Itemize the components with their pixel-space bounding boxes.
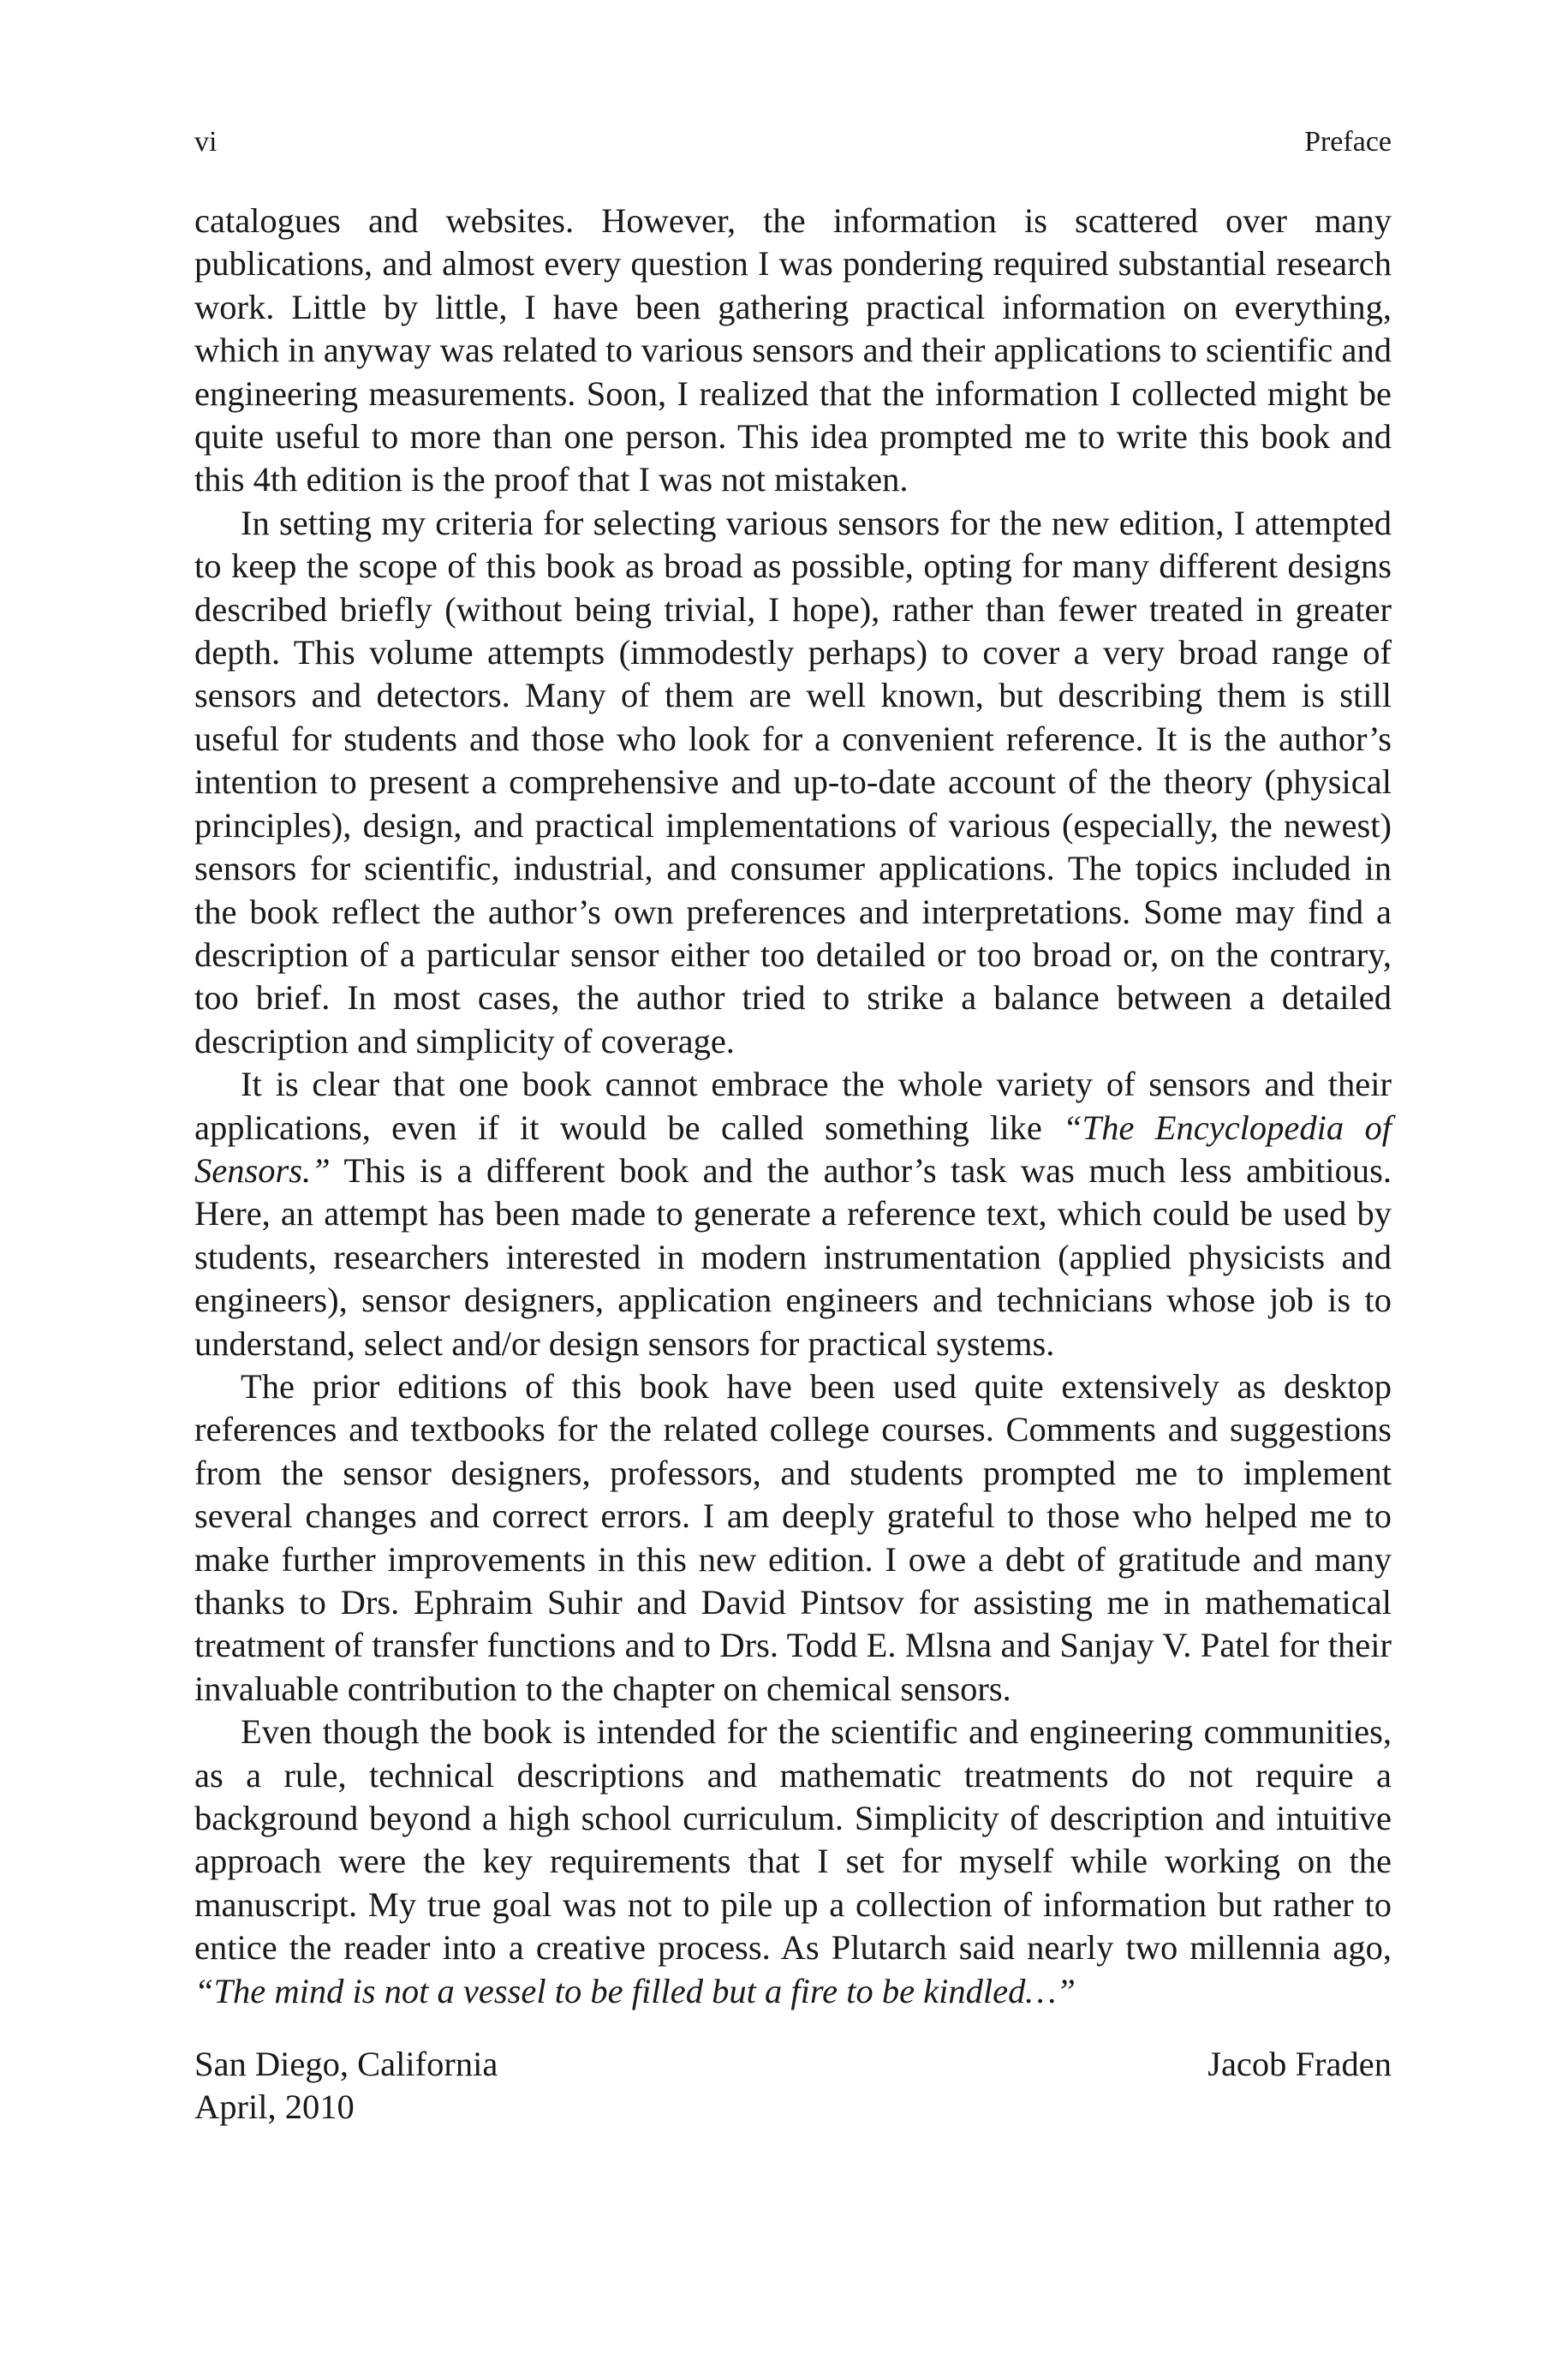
- paragraph-text: Even though the book is intended for the scientific and engineering communities, as a rule, technical descriptions and mathematic treatments do not require a background beyond a high school curriculum. Simplicity of description and intuitive approach were the key requirements that I set for myself while working on the manuscript. My true goal was not to pile up a collection of information but rather to entice the reader into a creative process. As Plutarch said nearly two millennia ago,: [194, 1712, 1392, 1968]
- page-number: vi: [194, 126, 218, 158]
- paragraph: [194, 1711, 1392, 2013]
- book-page: [194, 0, 1392, 2377]
- signature-author: Jacob Fraden: [1207, 2045, 1392, 2083]
- italic-text: “The Encyclopedia of Sensors.”: [194, 1108, 1392, 1190]
- signature-place: San Diego, California: [194, 2045, 498, 2083]
- paragraph: [194, 1365, 1392, 1711]
- paragraph: [194, 200, 1392, 502]
- paragraph-text: It is clear that one book cannot embrace the whole variety of sensors and their applications, even if it would be called something like: [194, 1065, 1392, 1147]
- signature-date: April, 2010: [194, 2087, 355, 2127]
- place-and-date: [194, 2043, 498, 2129]
- paragraph-text: The prior editions of this book have been used quite extensively as desktop references and textbooks for the related college courses. Comments and suggestions from the sensor designers, professors, and students prompted me to implement several changes and correct errors. I am deeply grateful to those who helped me to make further improvements in this new edition. I owe a debt of gratitude and many thanks to Drs. Ephraim Suhir and David Pintsov for assisting me in mathematical treatment of transfer functions and to Drs. Todd E. Mlsna and Sanjay V. Patel for their invaluable contribution to the chapter on chemical sensors.: [194, 1366, 1392, 1708]
- running-head: [194, 125, 1392, 159]
- preface-body: [194, 200, 1392, 2013]
- paragraph: [194, 1063, 1392, 1365]
- paragraph-text: This is a different book and the author’s task was much less ambitious. Here, an attempt has been made to generate a reference text, which could be used by students, researchers interested in modern instrumentation (applied physicists and engineers), sensor designers, application engineers and technicians whose job is to understand, select and/or design sensors for practical systems.: [194, 1150, 1392, 1363]
- paragraph-text: catalogues and websites. However, the information is scattered over many publications, and almost every question I was pondering required substantial research work. Little by little, I have been gathering practical information on everything, which in anyway was related to various sensors and their applications to scientific and engineering measurements. Soon, I realized that the information I collected might be quite useful to more than one person. This idea prompted me to write this book and this 4th edition is the proof that I was not mistaken.: [194, 201, 1392, 499]
- italic-text: “The mind is not a vessel to be filled but a fire to be kindled…”: [194, 1971, 1076, 2010]
- paragraph-text: In setting my criteria for selecting various sensors for the new edition, I attempted to keep the scope of this book as broad as possible, opting for many different designs described briefly (without being trivial, I hope), rather than fewer treated in greater depth. This volume attempts (immodestly perhaps) to cover a very broad range of sensors and detectors. Many of them are well known, but describing them is still useful for students and those who look for a convenient reference. It is the author’s intention to present a comprehensive and up-to-date account of the theory (physical principles), design, and practical implementations of various (especially, the newest) sensors for scientific, industrial, and consumer applications. The topics included in the book reflect the author’s own preferences and interpretations. Some may find a description of a particular sensor either too detailed or too broad or, on the contrary, too brief. In most cases, the author tried to strike a balance between a detailed description and simplicity of coverage.: [194, 503, 1392, 1060]
- running-title: Preface: [1304, 126, 1392, 158]
- paragraph: [194, 502, 1392, 1063]
